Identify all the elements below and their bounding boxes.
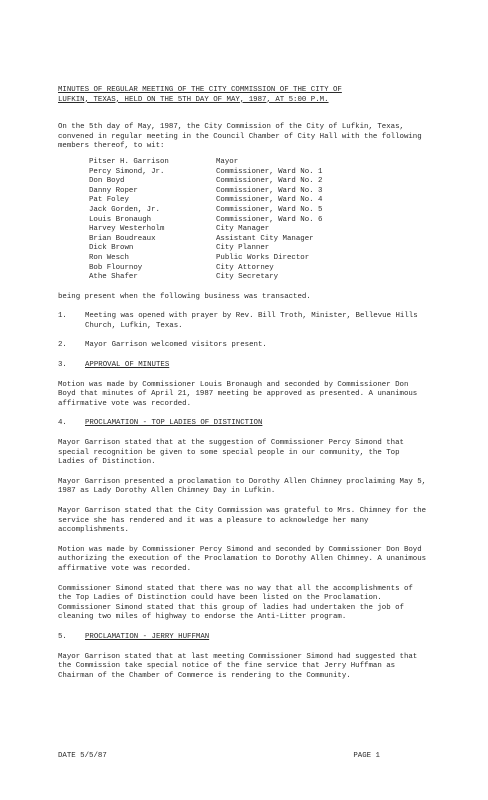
attendee-title: Commissioner, Ward No. 3	[216, 186, 323, 195]
section-paragraph: Motion was made by Commissioner Percy Simond and seconded by Commissioner Don Boyd authorizing the execution of the Proclamation to Dorothy Allen Chimney. A unanimous affirmative vote was recorded.	[58, 545, 427, 573]
roster-row	[89, 158, 430, 168]
section-paragraph: Mayor Garrison stated that at the suggestion of Commissioner Percy Simond that special recognition be given to some special people in our community, the Top Ladies of Distinction.	[58, 439, 404, 467]
item-text: Meeting was opened with prayer by Rev. Bill Troth, Minister, Bellevue Hills Church, Lufkin, Texas.	[85, 312, 418, 330]
roster-row	[89, 264, 430, 274]
attendee-name: Louis Bronaugh	[89, 215, 152, 224]
attendee-title: City Manager	[216, 225, 270, 234]
footer-page-number: PAGE 1	[353, 752, 380, 760]
attendee-title: City Planner	[216, 244, 270, 253]
attendee-name: Harvey Westerholm	[89, 225, 165, 234]
intro-paragraph: On the 5th day of May, 1987, the City Commission of the City of Lufkin, Texas, convened in regular meeting in the Council Chamber of City Hall with the following members thereof, to wit:	[58, 123, 422, 151]
attendee-name: Dick Brown	[89, 244, 134, 253]
attendee-title: Commissioner, Ward No. 4	[216, 196, 323, 205]
section-title: PROCLAMATION - TOP LADIES OF DISTINCTION	[85, 419, 263, 428]
title-line-1: MINUTES OF REGULAR MEETING OF THE CITY COMMISSION OF THE CITY OF	[58, 86, 342, 94]
section-paragraph: Mayor Garrison stated that at last meeting Commissioner Simond had suggested that the Commission take special notice of the fine service that Jerry Huffman as Chairman of the Chamber of Commerce is rendering to the Community.	[58, 652, 418, 680]
attendee-title: Assistant City Manager	[216, 234, 314, 243]
attendee-name: Pat Foley	[89, 196, 129, 205]
footer-date: DATE 5/5/87	[58, 752, 107, 760]
roster-row	[89, 196, 430, 206]
attendee-title: City Attorney	[216, 263, 274, 272]
section-heading	[58, 361, 430, 371]
attendee-name: Jack Gorden, Jr.	[89, 205, 160, 214]
item-number: 2.	[58, 341, 67, 350]
attendee-name: Brian Boudreaux	[89, 234, 156, 243]
attendee-roster	[89, 158, 430, 283]
section-heading	[58, 633, 430, 643]
attendee-name: Ron Wesch	[89, 253, 129, 262]
title-line-2: LUFKIN, TEXAS, HELD ON THE 5TH DAY OF MAY, 1987, AT 5:00 P.M.	[58, 95, 329, 104]
attendee-title: City Secretary	[216, 273, 279, 282]
roster-row	[89, 254, 430, 264]
agenda-item-2	[58, 341, 430, 351]
roster-row	[89, 273, 430, 283]
section-paragraph: Mayor Garrison presented a proclamation to Dorothy Allen Chimney proclaiming May 5, 1987 as Lady Dorothy Allen Chimney Day in Lufkin.	[58, 477, 427, 496]
attendee-title: Commissioner, Ward No. 2	[216, 177, 323, 186]
attendee-name: Pitser H. Garrison	[89, 157, 169, 166]
attendee-title: Commissioner, Ward No. 6	[216, 215, 323, 224]
attendee-name: Percy Simond, Jr.	[89, 167, 165, 176]
section-paragraph: Commissioner Simond stated that there was no way that all the accomplishments of the Top Ladies of Distinction could have been listed on the Proclamation. Commissioner Simond stated that this group of ladies had undertaken the job of cleaning two miles of highway to endorse the Anti-Litter program.	[58, 584, 413, 622]
roster-row	[89, 225, 430, 235]
attendee-name: Athe Shafer	[89, 273, 138, 282]
attendee-name: Don Boyd	[89, 177, 125, 186]
attendee-title: Mayor	[216, 157, 239, 166]
agenda-item-1	[58, 312, 430, 331]
sections	[58, 361, 430, 691]
attendee-name: Bob Flournoy	[89, 263, 143, 272]
present-line: being present when the following business was transacted.	[58, 292, 311, 301]
roster-row	[89, 216, 430, 226]
item-number: 1.	[58, 312, 67, 321]
roster-row	[89, 235, 430, 245]
attendee-title: Commissioner, Ward No. 5	[216, 205, 323, 214]
page-footer	[58, 752, 380, 762]
section-paragraph: Motion was made by Commissioner Louis Bronaugh and seconded by Commissioner Don Boyd that minutes of April 21, 1987 meeting be approved as presented. A unanimous affirmative vote was recorded.	[58, 380, 418, 408]
item-text: Mayor Garrison welcomed visitors present.	[85, 341, 267, 350]
section-number: 4.	[58, 419, 67, 428]
roster-row	[89, 244, 430, 254]
roster-row	[89, 187, 430, 197]
section-number: 3.	[58, 361, 67, 370]
section-title: APPROVAL OF MINUTES	[85, 361, 170, 370]
section-paragraph: Mayor Garrison stated that the City Commission was grateful to Mrs. Chimney for the service she has rendered and it was a pleasure to acknowledge her many accomplishments.	[58, 507, 427, 535]
attendee-name: Danny Roper	[89, 186, 138, 195]
roster-row	[89, 206, 430, 216]
roster-row	[89, 177, 430, 187]
section-heading	[58, 419, 430, 429]
attendee-title: Commissioner, Ward No. 1	[216, 167, 323, 176]
roster-row	[89, 168, 430, 178]
attendee-title: Public Works Director	[216, 253, 310, 262]
section-title: PROCLAMATION - JERRY HUFFMAN	[85, 632, 210, 641]
section-number: 5.	[58, 632, 67, 641]
